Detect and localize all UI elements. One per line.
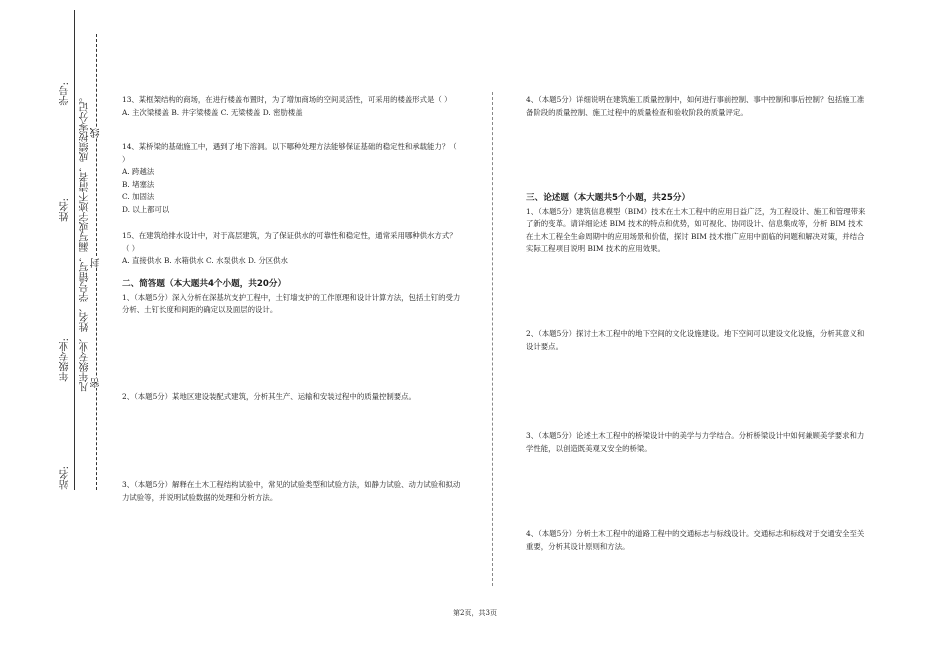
seal-mark-secret: 密 <box>91 378 102 388</box>
binding-solid-line <box>74 12 75 490</box>
seal-mark-line: 线 <box>91 128 102 138</box>
question-13 <box>122 94 462 119</box>
question-14 <box>122 141 462 216</box>
section-title: 二、简答题（本大题共4个小题，共20分） <box>122 279 287 289</box>
seal-mark-seal: 封 <box>91 258 102 268</box>
essay-1: 1、（本题5分）建筑信息模型（BIM）技术在土木工程中的应用日益广泛，为工程设计、施工和管理带来了新的变革。请详细论述 BIM 技术的特点和优势，如可视化、协同设计、信息集成等，分析 BIM 技术在土木工程全生命周期中的应用场景和价值，探讨 BIM 技术推广应用中面临的问题和解决对策，并结合实际工程项目说明 BIM 技术的应用效果。 <box>526 206 866 253</box>
question-text: 3、（本题5分）解释在土木工程结构试验中，常见的试验类型和试验方法，如静力试验、动力试验和拟动力试验等，并说明试验数据的处理和分析方法。 <box>122 480 461 502</box>
section-title: 三、论述题（本大题共5个小题，共25分） <box>526 193 691 203</box>
short-answer-1: 1、（本题5分）深入分析在深基坑支护工程中，土钉墙支护的工作原理和设计计算方法，包括土钉的受力分析、土钉长度和间距的确定以及面层的设计。 <box>122 292 461 314</box>
essay-2 <box>526 328 866 353</box>
question-options: A. 直接供水 B. 水箱供水 C. 水泵供水 D. 分区供水 <box>122 256 288 265</box>
question-text: 3、（本题5分）论述土木工程中的桥梁设计中的美学与力学结合。分析桥梁设计中如何兼顾美学要求和力学性能，以创造既美观又安全的桥梁。 <box>526 431 865 453</box>
student-id-underline <box>74 10 75 80</box>
essay-3 <box>526 430 866 455</box>
question-text: 2、（本题5分）探讨土木工程中的地下空间的文化设施建设。地下空间可以建设文化设施，分析其意义和设计要点。 <box>526 329 865 351</box>
student-id-label: 学号: <box>60 82 71 106</box>
option-b: B. 堵塞法 <box>122 179 155 189</box>
question-options: A. 主次梁楼盖 B. 井字梁楼盖 C. 无梁楼盖 D. 密肋楼盖 <box>122 107 303 117</box>
question-text: 4、（本题5分）分析土木工程中的道路工程中的交通标志与标线设计。交通标志和标线对于交通安全至关重要，分析其设计原则和方法。 <box>526 529 865 551</box>
short-answer-4 <box>526 94 866 119</box>
essay-4 <box>526 528 866 553</box>
binding-notice: 凡年级专业、姓名、学号错写，漏写或字迹不清者，成绩按零分记。 <box>80 92 91 392</box>
question-text: 15、在建筑给排水设计中，对于高层建筑，为了保证供水的可靠性和稳定性，通常采用哪种供水方式？（ ） <box>122 231 457 253</box>
section-3 <box>526 192 866 256</box>
grade-major-label: 年级专业: <box>60 338 71 382</box>
question-text: 4、（本题5分）详细说明在建筑施工质量控制中，如何进行事前控制、事中控制和事后控制？包括施工准备阶段的质量控制、施工过程中的质量检查和验收阶段的质量评定。 <box>526 95 865 117</box>
binding-margin <box>0 0 110 672</box>
short-answer-3 <box>122 479 462 504</box>
school-label: 站名: <box>60 466 71 490</box>
page-number: 第2页，共3页 <box>453 609 497 617</box>
question-15 <box>122 230 462 268</box>
option-d: D. 以上都可以 <box>122 204 170 214</box>
question-text: 13、某框架结构的商场，在进行楼盖布置时，为了增加商场的空间灵活性，可采用的楼盖形式是（ ） <box>122 95 452 104</box>
column-divider <box>492 92 493 586</box>
short-answer-2 <box>122 391 462 404</box>
section-2 <box>122 278 462 317</box>
question-text: 2、（本题5分）某地区建设装配式建筑，分析其生产、运输和安装过程中的质量控制要点。 <box>122 392 416 401</box>
name-label: 姓名: <box>60 198 71 222</box>
option-c: C. 加固法 <box>122 192 155 201</box>
question-text: 14、某桥梁的基础施工中，遇到了地下溶洞。以下哪种处理方法能够保证基础的稳定性和承载能力？（ ） <box>122 142 457 164</box>
option-a: A. 跨越法 <box>122 167 155 176</box>
